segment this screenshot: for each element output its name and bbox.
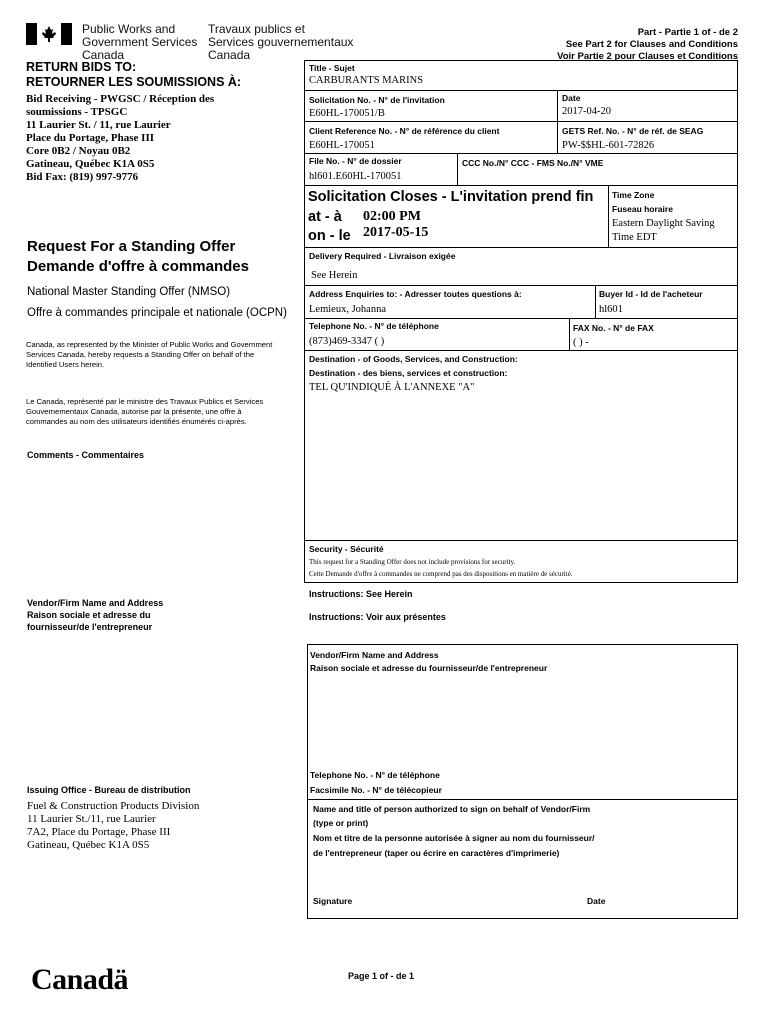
intro-paragraph-en: Canada, as represented by the Minister of Public Works and Government Services Canada, hereby requests a Standing Offer on behalf of the Identified Users herein.: [26, 340, 273, 369]
telephone-label: Telephone No. - N° de téléphone: [309, 321, 439, 331]
authorized-signer-label-2: (type or print): [313, 818, 369, 828]
department-name-fr: Travaux publics et Services gouvernementaux Canada: [208, 22, 354, 62]
issuing-office-label: Issuing Office - Bureau de distribution: [27, 785, 191, 795]
address-enquiries-value: Lemieux, Johanna: [309, 304, 386, 315]
security-label: Security - Sécurité: [309, 544, 384, 554]
time-zone-label: Time Zone: [612, 190, 655, 200]
destination-label-en: Destination - of Goods, Services, and Construction:: [309, 354, 518, 364]
comments-label: Comments - Commentaires: [27, 450, 145, 460]
client-reference-label: Client Reference No. - N° de référence du client: [309, 126, 500, 136]
vendor-address-label: Raison sociale et adresse du fournisseur/de l'entrepreneur: [310, 663, 548, 673]
closing-date-label: on - le: [308, 228, 351, 244]
solicitation-closes-label: Solicitation Closes - L'invitation prend fin: [308, 189, 594, 205]
fuseau-horaire-label: Fuseau horaire: [612, 204, 673, 214]
date-label: Date: [562, 93, 581, 103]
issuing-office-address: Fuel & Construction Products Division 11 Laurier St./11, rue Laurier 7A2, Place du Portage, Phase III Gatineau, Québec K1A 0S5: [27, 800, 200, 851]
authorized-signer-label-4: de l'entrepreneur (taper ou écrire en caractères d'imprimerie): [313, 848, 560, 858]
page-number: Page 1 of - de 1: [348, 971, 415, 981]
part-indicator: Part - Partie 1 of - de 2 See Part 2 for Clauses and Conditions Voir Partie 2 pour Clauses et Conditions: [557, 27, 738, 61]
date-value: 2017-04-20: [562, 106, 611, 117]
nmso-type: National Master Standing Offer (NMSO) Offre à commandes principale et nationale (OCPN): [27, 286, 287, 319]
bid-receiving-address: Bid Receiving - PWGSC / Réception des soumissions - TPSGC 11 Laurier St. / 11, rue Laurier Place du Portage, Phase III Core 0B2 / Noyau 0B2 Gatineau, Québec K1A 0S5 Bid Fax: (819) 997-9776: [26, 93, 215, 183]
solicitation-number-label: Solicitation No. - N° de l'invitation: [309, 95, 445, 105]
authorized-signer-label-3: Nom et titre de la personne autorisée à signer au nom du fournisseur/: [313, 833, 595, 843]
telephone-value: (873)469-3347 ( ): [309, 336, 385, 347]
destination-label-fr: Destination - des biens, services et construction:: [309, 368, 508, 378]
file-number-value: hl601.E60HL-170051: [309, 171, 402, 182]
buyer-id-value: hl601: [599, 304, 623, 315]
vendor-name-label: Vendor/Firm Name and Address: [310, 650, 439, 660]
vendor-telephone-label: Telephone No. - N° de téléphone: [310, 770, 440, 780]
return-bids-title: RETURN BIDS TO: RETOURNER LES SOUMISSIONS À:: [26, 60, 242, 89]
gets-reference-label: GETS Ref. No. - N° de réf. de SEAG: [562, 126, 704, 136]
time-zone-value-2: Time EDT: [612, 232, 657, 243]
closing-time-label: at - à: [308, 209, 342, 225]
signature-label: Signature: [313, 896, 353, 906]
authorized-signer-label-1: Name and title of person authorized to sign on behalf of Vendor/Firm: [313, 804, 591, 814]
security-text-fr: Cette Demande d'offre à commandes ne comprend pas des dispositions en matière de sécurité.: [309, 570, 573, 578]
delivery-required-value: See Herein: [311, 270, 358, 281]
instructions-en: Instructions: See Herein: [309, 589, 413, 599]
fax-value: ( ) -: [573, 337, 589, 348]
intro-paragraph-fr: Le Canada, représenté par le ministre des Travaux Publics et Services Gouvernementaux Canada, autorise par la présente, une offre à commandes au nom des utilisateurs identifiés énumérés ci-après.: [26, 397, 264, 426]
vendor-fax-label: Facsimile No. - N° de télécopieur: [310, 785, 442, 795]
gets-reference-value: PW-$$HL-601-72826: [562, 140, 655, 151]
title-label: Title - Sujet: [309, 63, 355, 73]
file-number-label: File No. - N° de dossier: [309, 156, 402, 166]
closing-date-value: 2017-05-15: [363, 225, 429, 240]
client-reference-value: E60HL-170051: [309, 140, 375, 151]
closing-time-value: 02:00 PM: [363, 209, 421, 224]
delivery-required-label: Delivery Required - Livraison exigée: [309, 251, 456, 261]
instructions-fr: Instructions: Voir aux présentes: [309, 612, 446, 622]
department-name-en: Public Works and Government Services Canada: [82, 22, 198, 62]
destination-value: TEL QU'INDIQUÉ À L'ANNEXE "A": [309, 382, 475, 393]
vendor-firm-box[interactable]: [307, 644, 738, 919]
vendor-firm-label: Vendor/Firm Name and Address Raison sociale et adresse du fournisseur/de l'entrepreneur: [27, 598, 164, 632]
signature-date-label: Date: [587, 896, 606, 906]
solicitation-number-value: E60HL-170051/B: [309, 108, 385, 119]
canada-flag-logo: [26, 23, 72, 45]
buyer-id-label: Buyer Id - Id de l'acheteur: [599, 289, 703, 299]
canada-wordmark-logo: Canadä: [31, 963, 129, 996]
document-title: Request For a Standing Offer Demande d'offre à commandes: [27, 238, 249, 275]
security-text-en: This request for a Standing Offer does not include provisions for security.: [309, 558, 516, 566]
ccc-number-label: CCC No./N° CCC - FMS No./N° VME: [462, 158, 604, 168]
fax-label: FAX No. - N° de FAX: [573, 323, 654, 333]
time-zone-value: Eastern Daylight Saving: [612, 218, 715, 229]
address-enquiries-label: Address Enquiries to: - Adresser toutes questions à:: [309, 289, 522, 299]
title-value: CARBURANTS MARINS: [309, 75, 424, 86]
